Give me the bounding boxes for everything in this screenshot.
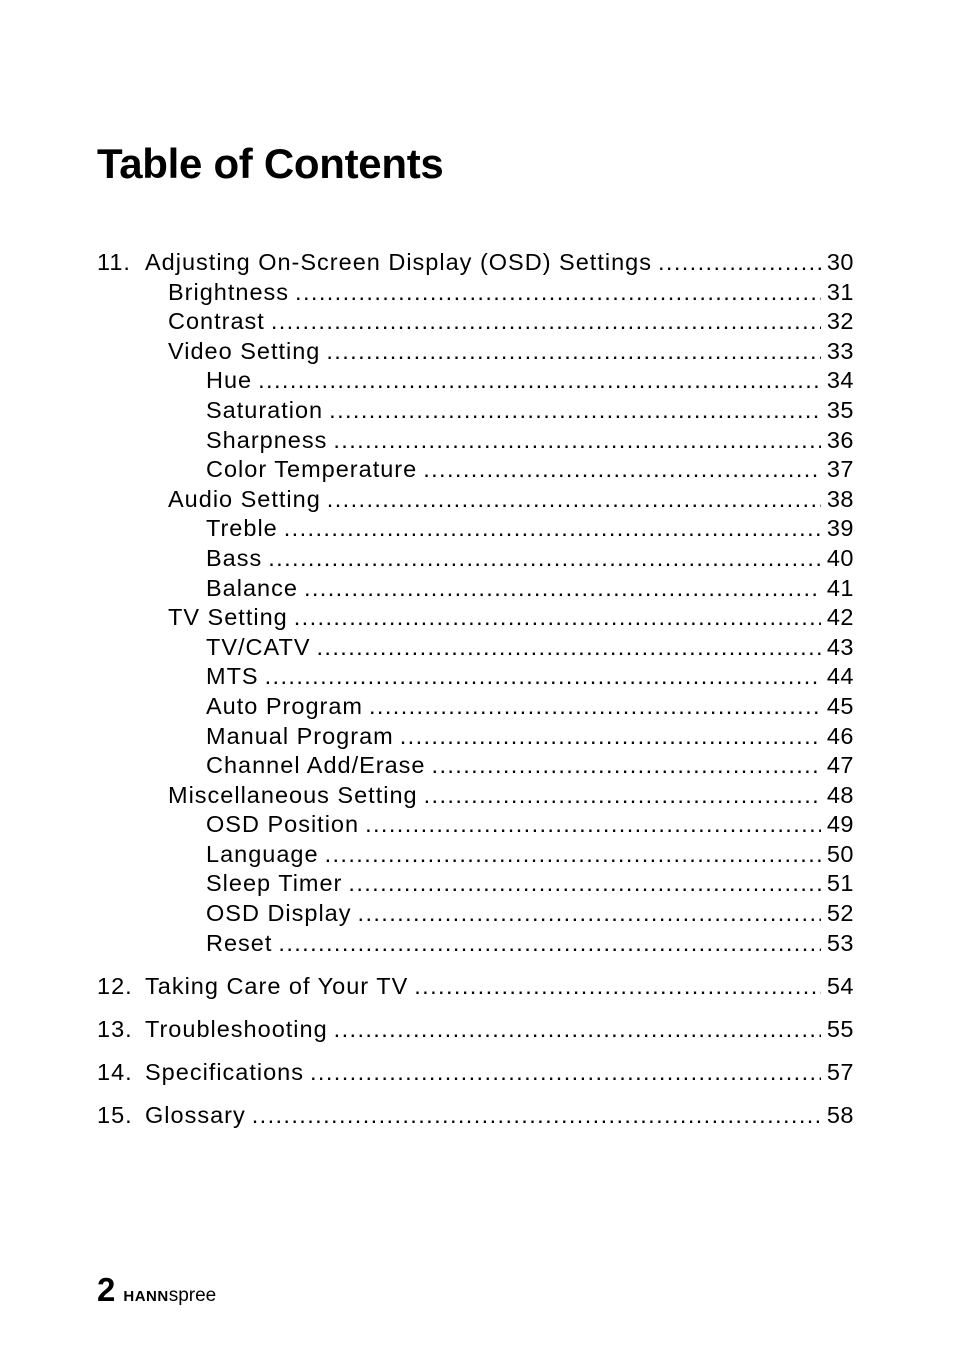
- dot-leader: [325, 840, 821, 870]
- toc-chapter-entry[interactable]: [97, 972, 854, 1002]
- dot-leader: [658, 248, 821, 278]
- dot-leader: [265, 662, 821, 692]
- toc-entry-page: 34: [826, 367, 854, 394]
- toc-entry-label: Auto Program: [206, 692, 363, 719]
- toc-entry-label: Glossary: [145, 1101, 246, 1128]
- toc-entry-label: Manual Program: [206, 722, 394, 749]
- dot-leader: [310, 1058, 821, 1088]
- toc-entry-page: 42: [826, 604, 854, 631]
- toc-entry-page: 57: [826, 1058, 854, 1085]
- toc-entry-page: 43: [826, 633, 854, 660]
- toc-list: [97, 248, 854, 1130]
- toc-entry-label: Troubleshooting: [145, 1015, 328, 1042]
- dot-leader: [252, 1101, 821, 1131]
- toc-entry-page: 49: [826, 811, 854, 838]
- toc-entry-label: Sleep Timer: [206, 870, 343, 897]
- toc-entry[interactable]: [97, 662, 854, 692]
- dot-leader: [358, 899, 821, 929]
- toc-entry-label: Adjusting On-Screen Display (OSD) Settings: [145, 249, 652, 275]
- toc-entry[interactable]: [97, 603, 854, 633]
- dot-leader: [334, 1015, 821, 1045]
- toc-entry-page: 45: [826, 692, 854, 719]
- dot-leader: [365, 810, 821, 840]
- toc-entry-page: 52: [826, 900, 854, 927]
- dot-leader: [327, 485, 821, 515]
- toc-entry-label: Brightness: [168, 278, 290, 305]
- toc-entry-page: 51: [826, 870, 854, 897]
- toc-entry[interactable]: [97, 544, 854, 574]
- toc-chapter-entry[interactable]: [97, 1015, 854, 1045]
- toc-entry-page: 54: [826, 972, 854, 999]
- toc-entry-page: 55: [826, 1015, 854, 1042]
- toc-entry-page: 50: [826, 840, 854, 867]
- toc-entry-label: TV Setting: [168, 604, 288, 631]
- toc-entry-page: 53: [826, 929, 854, 956]
- toc-chapter-entry[interactable]: [97, 1058, 854, 1088]
- dot-leader: [284, 514, 821, 544]
- toc-entry[interactable]: [97, 337, 854, 367]
- toc-entry-page: 41: [826, 574, 854, 601]
- toc-entry[interactable]: [97, 574, 854, 604]
- toc-entry[interactable]: [97, 781, 854, 811]
- toc-entry-number: 13.: [97, 1015, 133, 1042]
- dot-leader: [268, 544, 821, 574]
- page-footer: [97, 1272, 216, 1315]
- toc-entry-label: Treble: [206, 515, 278, 542]
- toc-entry[interactable]: [97, 751, 854, 781]
- dot-leader: [329, 396, 821, 426]
- toc-entry-page: 33: [826, 337, 854, 364]
- brand-logo: [123, 1278, 216, 1315]
- toc-entry-label: Saturation: [206, 396, 324, 423]
- toc-entry-page: 39: [826, 515, 854, 542]
- dot-leader: [278, 929, 820, 959]
- toc-entry-page: 32: [826, 308, 854, 335]
- toc-entry-label: Audio Setting: [168, 485, 321, 512]
- dot-leader: [348, 869, 820, 899]
- toc-entry-page: 48: [826, 781, 854, 808]
- toc-entry[interactable]: [97, 514, 854, 544]
- toc-entry[interactable]: [97, 869, 854, 899]
- toc-entry-number: 12.: [97, 972, 133, 999]
- toc-entry[interactable]: [97, 929, 854, 959]
- dot-leader: [423, 455, 821, 485]
- toc-entry-page: 40: [826, 544, 854, 571]
- page-number: 2: [97, 1271, 116, 1308]
- toc-entry-label: Contrast: [168, 308, 265, 335]
- toc-entry[interactable]: [97, 633, 854, 663]
- toc-entry[interactable]: [97, 396, 854, 426]
- dot-leader: [369, 692, 821, 722]
- dot-leader: [271, 307, 821, 337]
- toc-entry[interactable]: [97, 722, 854, 752]
- toc-entry-label: Hue: [206, 367, 253, 394]
- toc-entry-page: 46: [826, 722, 854, 749]
- toc-entry[interactable]: [97, 366, 854, 396]
- toc-entry[interactable]: [97, 899, 854, 929]
- toc-entry-label: Color Temperature: [206, 456, 418, 483]
- brand-logo-bold: HANN: [123, 1288, 169, 1305]
- toc-entry-label: MTS: [206, 663, 259, 690]
- toc-entry-label: Miscellaneous Setting: [168, 781, 418, 808]
- toc-entry-label: Taking Care of Your TV: [145, 972, 409, 999]
- toc-entry-label: Reset: [206, 929, 273, 956]
- toc-entry-label: Bass: [206, 544, 263, 571]
- dot-leader: [304, 574, 821, 604]
- toc-entry-label: OSD Position: [206, 811, 360, 838]
- toc-entry[interactable]: [97, 455, 854, 485]
- toc-entry-page: 37: [826, 456, 854, 483]
- dot-leader: [317, 633, 821, 663]
- toc-entry-label: Sharpness: [206, 426, 328, 453]
- toc-entry-label: Balance: [206, 574, 298, 601]
- toc-entry[interactable]: [97, 426, 854, 456]
- toc-entry-page: 30: [826, 249, 854, 275]
- toc-entry-page: 44: [826, 663, 854, 690]
- toc-chapter-entry[interactable]: [97, 1101, 854, 1131]
- dot-leader: [414, 972, 821, 1002]
- toc-entry-number: 15.: [97, 1101, 133, 1128]
- toc-entry-page: 36: [826, 426, 854, 453]
- toc-entry-label: Specifications: [145, 1058, 304, 1085]
- dot-leader: [295, 278, 821, 308]
- toc-entry-page: 58: [826, 1101, 854, 1128]
- dot-leader: [432, 751, 821, 781]
- toc-entry[interactable]: [97, 485, 854, 515]
- toc-entry-page: 38: [826, 485, 854, 512]
- toc-entry-page: 35: [826, 396, 854, 423]
- toc-entry-label: Language: [206, 840, 319, 867]
- toc-entry[interactable]: [97, 307, 854, 337]
- toc-chapter-entry[interactable]: [97, 248, 854, 278]
- dot-leader: [258, 366, 821, 396]
- brand-logo-light: spree: [168, 1285, 217, 1306]
- toc-entry-page: 47: [826, 752, 854, 779]
- toc-entry-page: 31: [826, 278, 854, 305]
- page-title: Table of Contents: [97, 140, 444, 187]
- toc-entry-label: Video Setting: [168, 337, 321, 364]
- dot-leader: [400, 722, 821, 752]
- toc-entry-number: 14.: [97, 1058, 133, 1085]
- toc-entry[interactable]: [97, 840, 854, 870]
- toc-entry[interactable]: [97, 278, 854, 308]
- toc-entry-label: TV/CATV: [206, 633, 311, 660]
- dot-leader: [326, 337, 820, 367]
- toc-entry[interactable]: [97, 810, 854, 840]
- dot-leader: [294, 603, 821, 633]
- toc-entry-number: 11.: [97, 249, 131, 275]
- toc-entry-label: Channel Add/Erase: [206, 752, 426, 779]
- dot-leader: [424, 781, 821, 811]
- toc-entry-label: OSD Display: [206, 900, 352, 927]
- dot-leader: [333, 426, 821, 456]
- toc-entry[interactable]: [97, 692, 854, 722]
